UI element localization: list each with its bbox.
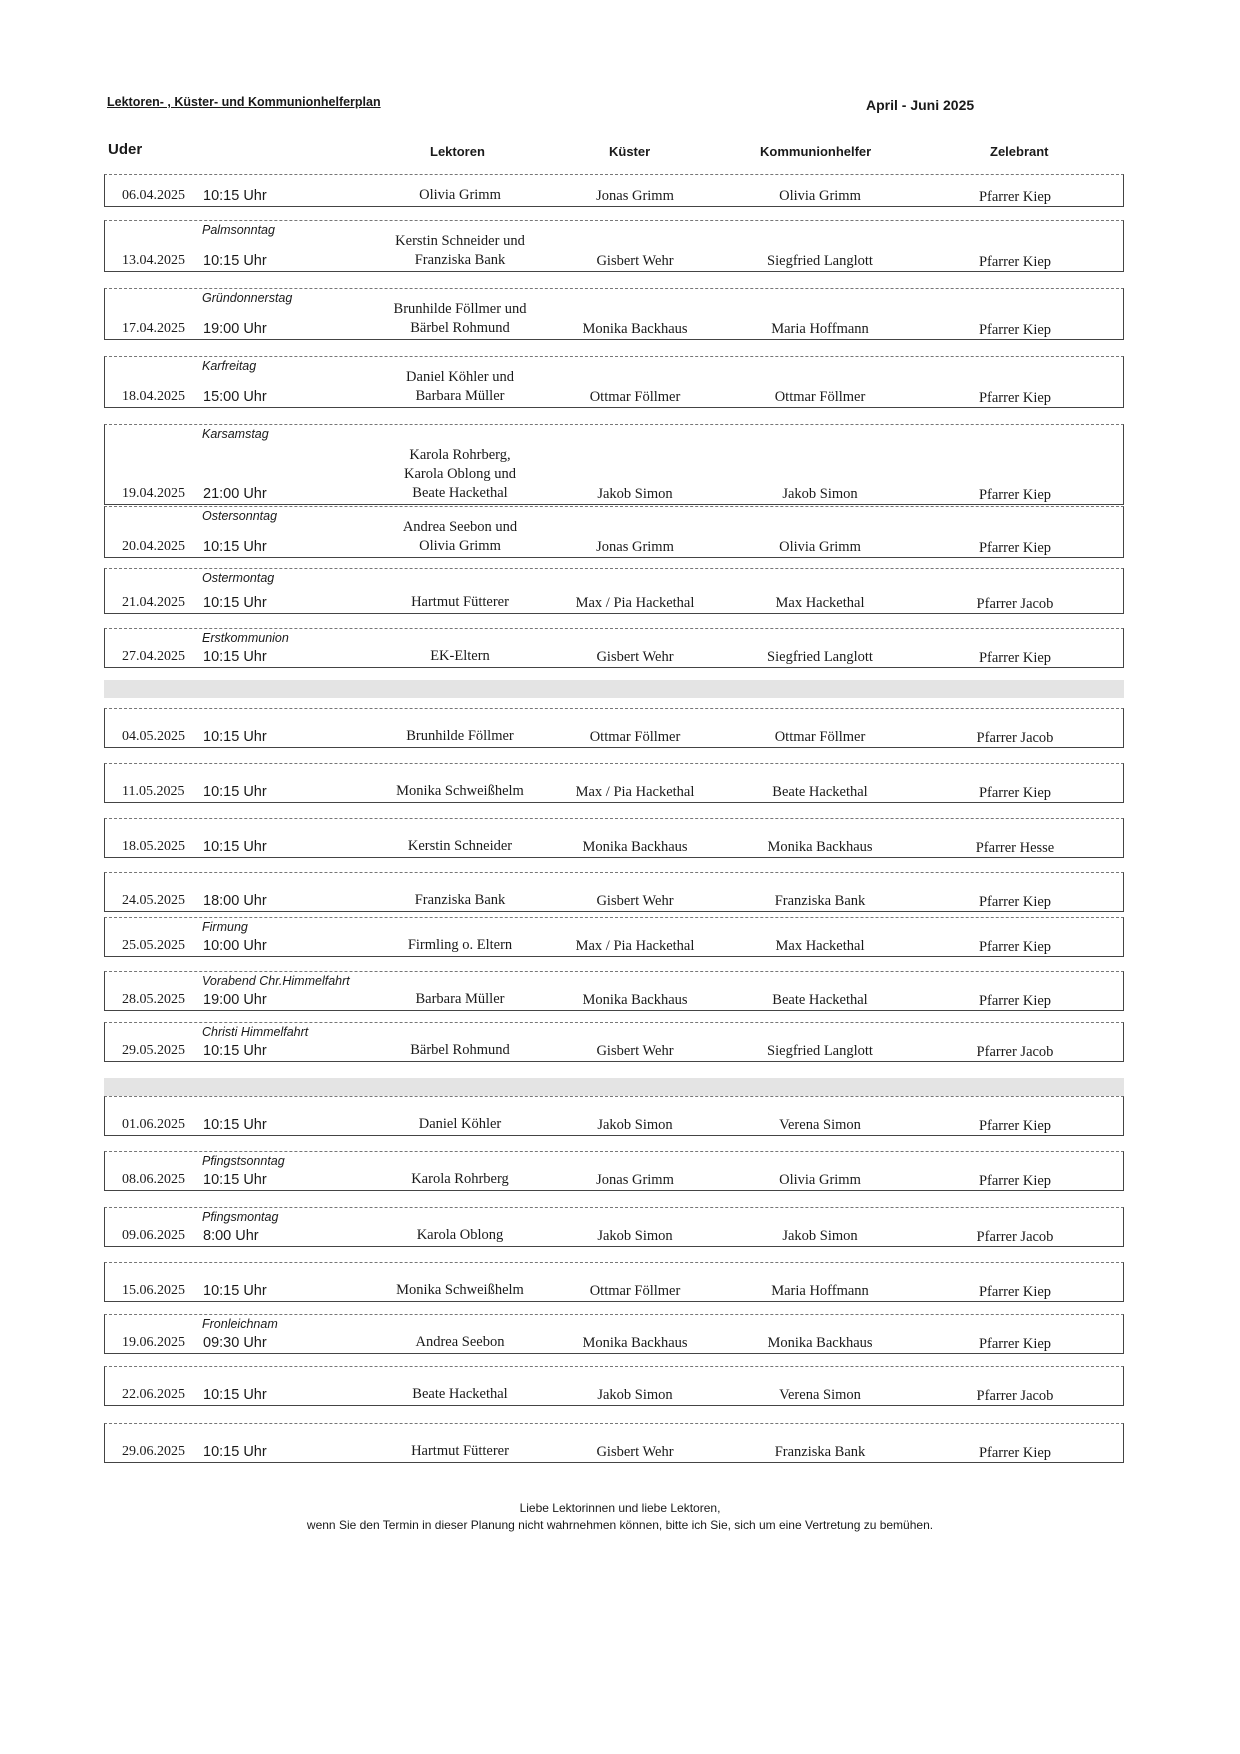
kuester-cell: Monika Backhaus [582, 1335, 688, 1351]
service-time: 10:15 Uhr [203, 1283, 267, 1299]
kuester-cell: Ottmar Föllmer [589, 389, 681, 405]
kuester-cell: Monika Backhaus [582, 839, 688, 855]
kommunionhelfer-cell: Franziska Bank [774, 893, 866, 909]
kommunionhelfer-cell: Beate Hackethal [772, 992, 868, 1008]
occasion-label: Ostermontag [202, 571, 275, 585]
service-time: 21:00 Uhr [203, 486, 267, 502]
table-row [104, 1207, 1124, 1247]
occasion-label: Karsamstag [202, 427, 269, 441]
kuester-cell: Gisbert Wehr [596, 893, 674, 909]
table-row [104, 708, 1124, 748]
zelebrant-cell: Pfarrer Kiep [978, 1284, 1052, 1300]
kuester-cell: Gisbert Wehr [596, 1444, 674, 1460]
lektoren-cell: EK-Eltern [430, 648, 490, 664]
service-date: 19.04.2025 [122, 486, 185, 501]
service-time: 10:15 Uhr [203, 1387, 267, 1403]
service-time: 10:15 Uhr [203, 839, 267, 855]
header-place: Uder [108, 141, 143, 158]
kuester-cell: Jonas Grimm [596, 1172, 674, 1188]
kommunionhelfer-cell: Siegfried Langlott [767, 253, 873, 269]
lektoren-cell: Hartmut Fütterer [411, 594, 509, 610]
occasion-label: Karfreitag [202, 359, 257, 373]
lektoren-cell: Hartmut Fütterer [411, 1443, 509, 1459]
table-row [104, 1366, 1124, 1406]
service-date: 22.06.2025 [122, 1387, 185, 1402]
kuester-cell: Gisbert Wehr [596, 253, 674, 269]
service-time: 10:15 Uhr [203, 649, 267, 665]
kommunionhelfer-cell: Maria Hoffmann [771, 1283, 869, 1299]
service-date: 18.05.2025 [122, 839, 185, 854]
service-date: 29.05.2025 [122, 1043, 185, 1058]
service-time: 10:15 Uhr [203, 1172, 267, 1188]
header-zelebrant: Zelebrant [990, 144, 1049, 159]
lektoren-cell: Kerstin Schneider [407, 838, 513, 854]
month-separator [104, 680, 1124, 698]
service-time: 10:15 Uhr [203, 729, 267, 745]
lektoren-cell: Brunhilde Föllmer und Bärbel Rohmund [393, 301, 527, 336]
kommunionhelfer-cell: Max Hackethal [775, 938, 865, 954]
lektoren-cell: Andrea Seebon und Olivia Grimm [402, 519, 518, 554]
service-date: 01.06.2025 [122, 1117, 185, 1132]
zelebrant-cell: Pfarrer Kiep [978, 390, 1052, 406]
lektoren-cell: Barbara Müller [415, 991, 505, 1007]
lektoren-cell: Monika Schweißhelm [396, 783, 524, 799]
service-time: 10:15 Uhr [203, 1117, 267, 1133]
table-row [104, 356, 1124, 408]
occasion-label: Vorabend Chr.Himmelfahrt [202, 974, 350, 988]
zelebrant-cell: Pfarrer Kiep [978, 322, 1052, 338]
service-date: 15.06.2025 [122, 1283, 185, 1298]
table-row [104, 917, 1124, 957]
header-kommunionhelfer: Kommunionhelfer [760, 144, 872, 159]
kuester-cell: Max / Pia Hackethal [575, 784, 695, 800]
zelebrant-cell: Pfarrer Kiep [978, 785, 1052, 801]
service-date: 06.04.2025 [122, 188, 185, 203]
kuester-cell: Max / Pia Hackethal [575, 938, 695, 954]
occasion-label: Gründonnerstag [202, 291, 293, 305]
occasion-label: Palmsonntag [202, 223, 275, 237]
kommunionhelfer-cell: Siegfried Langlott [767, 1043, 873, 1059]
service-time: 10:15 Uhr [203, 784, 267, 800]
service-time: 10:00 Uhr [203, 938, 267, 954]
kuester-cell: Jakob Simon [597, 1117, 673, 1133]
table-row [104, 220, 1124, 272]
service-time: 15:00 Uhr [203, 389, 267, 405]
lektoren-cell: Karola Oblong [416, 1227, 504, 1243]
service-time: 10:15 Uhr [203, 539, 267, 555]
kuester-cell: Max / Pia Hackethal [575, 595, 695, 611]
kuester-cell: Jonas Grimm [596, 539, 674, 555]
lektoren-cell: Daniel Köhler [418, 1116, 502, 1132]
zelebrant-cell: Pfarrer Kiep [978, 1173, 1052, 1189]
service-date: 20.04.2025 [122, 539, 185, 554]
service-date: 13.04.2025 [122, 253, 185, 268]
kuester-cell: Jakob Simon [597, 1228, 673, 1244]
month-separator [104, 1078, 1124, 1096]
occasion-label: Erstkommunion [202, 631, 289, 645]
table-row [104, 506, 1124, 558]
kuester-cell: Ottmar Föllmer [589, 1283, 681, 1299]
header-lektoren: Lektoren [430, 144, 485, 159]
service-date: 25.05.2025 [122, 938, 185, 953]
table-row [104, 1096, 1124, 1136]
kommunionhelfer-cell: Ottmar Föllmer [774, 389, 866, 405]
zelebrant-cell: Pfarrer Kiep [978, 1118, 1052, 1134]
occasion-label: Fronleichnam [202, 1317, 278, 1331]
service-time: 10:15 Uhr [203, 1043, 267, 1059]
service-date: 17.04.2025 [122, 321, 185, 336]
table-row [104, 763, 1124, 803]
occasion-label: Pfingsmontag [202, 1210, 279, 1224]
lektoren-cell: Franziska Bank [414, 892, 506, 908]
service-time: 10:15 Uhr [203, 595, 267, 611]
zelebrant-cell: Pfarrer Hesse [975, 840, 1055, 856]
zelebrant-cell: Pfarrer Kiep [978, 487, 1052, 503]
kommunionhelfer-cell: Jakob Simon [782, 486, 858, 502]
occasion-label: Firmung [202, 920, 248, 934]
period-label: April - Juni 2025 [866, 97, 975, 113]
document-title: Lektoren- , Küster- und Kommunionhelferplan [107, 95, 381, 109]
kommunionhelfer-cell: Ottmar Föllmer [774, 729, 866, 745]
zelebrant-cell: Pfarrer Jacob [976, 1044, 1054, 1060]
closing-note-line-2: wenn Sie den Termin in dieser Planung nicht wahrnehmen können, bitte ich Sie, sich um eine Vertretung zu bemühen. [306, 1518, 934, 1532]
table-row [104, 1022, 1124, 1062]
zelebrant-cell: Pfarrer Jacob [976, 1388, 1054, 1404]
zelebrant-cell: Pfarrer Kiep [978, 650, 1052, 666]
kuester-cell: Ottmar Föllmer [589, 729, 681, 745]
zelebrant-cell: Pfarrer Kiep [978, 540, 1052, 556]
service-date: 09.06.2025 [122, 1228, 185, 1243]
zelebrant-cell: Pfarrer Kiep [978, 254, 1052, 270]
lektoren-cell: Bärbel Rohmund [410, 1042, 510, 1058]
kuester-cell: Jakob Simon [597, 1387, 673, 1403]
lektoren-cell: Beate Hackethal [412, 1386, 508, 1402]
lektoren-cell: Firmling o. Eltern [407, 937, 513, 953]
zelebrant-cell: Pfarrer Kiep [978, 993, 1052, 1009]
service-time: 10:15 Uhr [203, 1444, 267, 1460]
kommunionhelfer-cell: Olivia Grimm [779, 188, 861, 204]
closing-note-line-1: Liebe Lektorinnen und liebe Lektoren, [519, 1501, 721, 1515]
kuester-cell: Gisbert Wehr [596, 649, 674, 665]
lektoren-cell: Brunhilde Föllmer [406, 728, 514, 744]
table-row [104, 818, 1124, 858]
zelebrant-cell: Pfarrer Jacob [976, 1229, 1054, 1245]
service-time: 09:30 Uhr [203, 1335, 267, 1351]
lektoren-cell: Andrea Seebon [415, 1334, 505, 1350]
table-row [104, 971, 1124, 1011]
kommunionhelfer-cell: Olivia Grimm [779, 539, 861, 555]
service-date: 21.04.2025 [122, 595, 185, 610]
lektoren-cell: Daniel Köhler und Barbara Müller [406, 369, 514, 404]
kommunionhelfer-cell: Verena Simon [779, 1387, 861, 1403]
zelebrant-cell: Pfarrer Jacob [976, 596, 1054, 612]
occasion-label: Ostersonntag [202, 509, 278, 523]
kuester-cell: Jakob Simon [597, 486, 673, 502]
kommunionhelfer-cell: Maria Hoffmann [771, 321, 869, 337]
lektoren-cell: Olivia Grimm [419, 187, 501, 203]
table-row [104, 628, 1124, 668]
table-row [104, 1423, 1124, 1463]
kommunionhelfer-cell: Max Hackethal [775, 595, 865, 611]
kuester-cell: Monika Backhaus [582, 321, 688, 337]
table-row [104, 1314, 1124, 1354]
kommunionhelfer-cell: Monika Backhaus [767, 839, 873, 855]
header-kuester: Küster [609, 144, 651, 159]
table-row [104, 568, 1124, 614]
zelebrant-cell: Pfarrer Kiep [978, 894, 1052, 910]
service-time: 19:00 Uhr [203, 992, 267, 1008]
table-row [104, 424, 1124, 505]
occasion-label: Christi Himmelfahrt [202, 1025, 309, 1039]
zelebrant-cell: Pfarrer Kiep [978, 1336, 1052, 1352]
kommunionhelfer-cell: Franziska Bank [774, 1444, 866, 1460]
kuester-cell: Monika Backhaus [582, 992, 688, 1008]
service-date: 18.04.2025 [122, 389, 185, 404]
kommunionhelfer-cell: Siegfried Langlott [767, 649, 873, 665]
zelebrant-cell: Pfarrer Kiep [978, 189, 1052, 205]
table-row [104, 174, 1124, 207]
kommunionhelfer-cell: Beate Hackethal [772, 784, 868, 800]
service-time: 10:15 Uhr [203, 188, 267, 204]
kommunionhelfer-cell: Jakob Simon [782, 1228, 858, 1244]
zelebrant-cell: Pfarrer Kiep [978, 939, 1052, 955]
table-row [104, 288, 1124, 340]
service-time: 19:00 Uhr [203, 321, 267, 337]
table-row [104, 1262, 1124, 1302]
service-date: 19.06.2025 [122, 1335, 185, 1350]
lektoren-cell: Karola Rohrberg [411, 1171, 509, 1187]
table-row [104, 872, 1124, 912]
kuester-cell: Gisbert Wehr [596, 1043, 674, 1059]
service-time: 8:00 Uhr [203, 1228, 259, 1244]
service-time: 18:00 Uhr [203, 893, 267, 909]
lektoren-cell: Monika Schweißhelm [396, 1282, 524, 1298]
lektoren-cell: Kerstin Schneider und Franziska Bank [395, 233, 525, 268]
kommunionhelfer-cell: Verena Simon [779, 1117, 861, 1133]
kuester-cell: Jonas Grimm [596, 188, 674, 204]
service-date: 11.05.2025 [122, 784, 185, 799]
zelebrant-cell: Pfarrer Kiep [978, 1445, 1052, 1461]
kommunionhelfer-cell: Monika Backhaus [767, 1335, 873, 1351]
lektoren-cell: Karola Rohrberg, Karola Oblong und Beate Hackethal [404, 447, 516, 501]
kommunionhelfer-cell: Olivia Grimm [779, 1172, 861, 1188]
service-date: 08.06.2025 [122, 1172, 185, 1187]
zelebrant-cell: Pfarrer Jacob [976, 730, 1054, 746]
table-row [104, 1151, 1124, 1191]
service-date: 29.06.2025 [122, 1444, 185, 1459]
service-date: 27.04.2025 [122, 649, 185, 664]
service-time: 10:15 Uhr [203, 253, 267, 269]
service-date: 04.05.2025 [122, 729, 185, 744]
service-date: 24.05.2025 [122, 893, 185, 908]
occasion-label: Pfingstsonntag [202, 1154, 285, 1168]
service-date: 28.05.2025 [122, 992, 185, 1007]
